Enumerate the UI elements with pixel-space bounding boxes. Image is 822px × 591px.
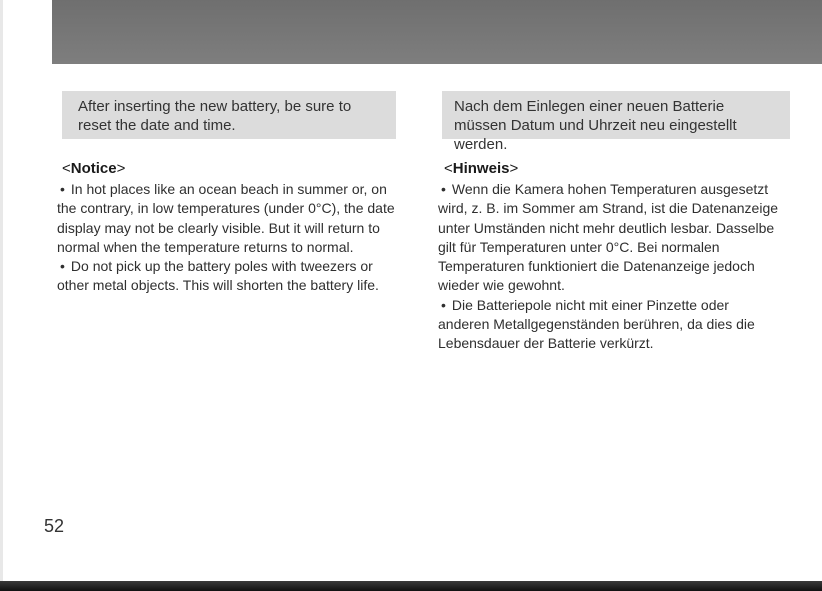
- page-edge: [0, 0, 3, 591]
- bullet-icon: •: [441, 296, 446, 313]
- callout-german: Nach dem Einlegen einer neuen Batterie müssen Datum und Uhrzeit neu eingestellt werden.: [442, 91, 790, 139]
- notice-heading-german: <Hinweis>: [444, 160, 519, 177]
- list-item: [57, 180, 401, 257]
- notice-list-german: [438, 180, 780, 354]
- list-item-text: Do not pick up the battery poles with tweezers or other metal objects. This will shorten the battery life.: [57, 258, 379, 294]
- page-number: 52: [44, 516, 65, 536]
- callout-english: After inserting the new battery, be sure to reset the date and time.: [62, 91, 396, 139]
- list-item-text: Die Batteriepole nicht mit einer Pinzette oder anderen Metallgegenständen berühren, da dies die Lebensdauer der Batterie verkürzt.: [438, 296, 755, 352]
- list-item: [438, 180, 780, 296]
- list-item: [57, 257, 401, 296]
- bullet-icon: •: [441, 181, 446, 197]
- notice-heading-english-text: Notice: [70, 160, 117, 177]
- list-item: [438, 296, 780, 354]
- header-band: [52, 0, 822, 64]
- notice-heading-english: <Notice>: [62, 160, 126, 177]
- bottom-band: [0, 581, 822, 591]
- list-item-text: Wenn die Kamera hohen Temperaturen ausgesetzt wird, z. B. im Sommer am Strand, ist die Datenanzeige unter Umständen nicht mehr deutlich lesbar. Dasselbe gilt für Temperaturen unter 0°C. Bei normalen Temperaturen funktioniert die Datenanzeige jedoch wieder wie gewohnt.: [438, 181, 779, 294]
- bullet-icon: •: [60, 181, 65, 197]
- notice-list-english: [57, 180, 401, 296]
- bullet-icon: •: [60, 258, 65, 275]
- notice-heading-german-text: Hinweis: [452, 160, 510, 177]
- list-item-text: In hot places like an ocean beach in summer or, on the contrary, in low temperatures (under 0°C), the date display may not be clearly visible. But it will return to normal when the temperature returns to normal.: [57, 181, 395, 255]
